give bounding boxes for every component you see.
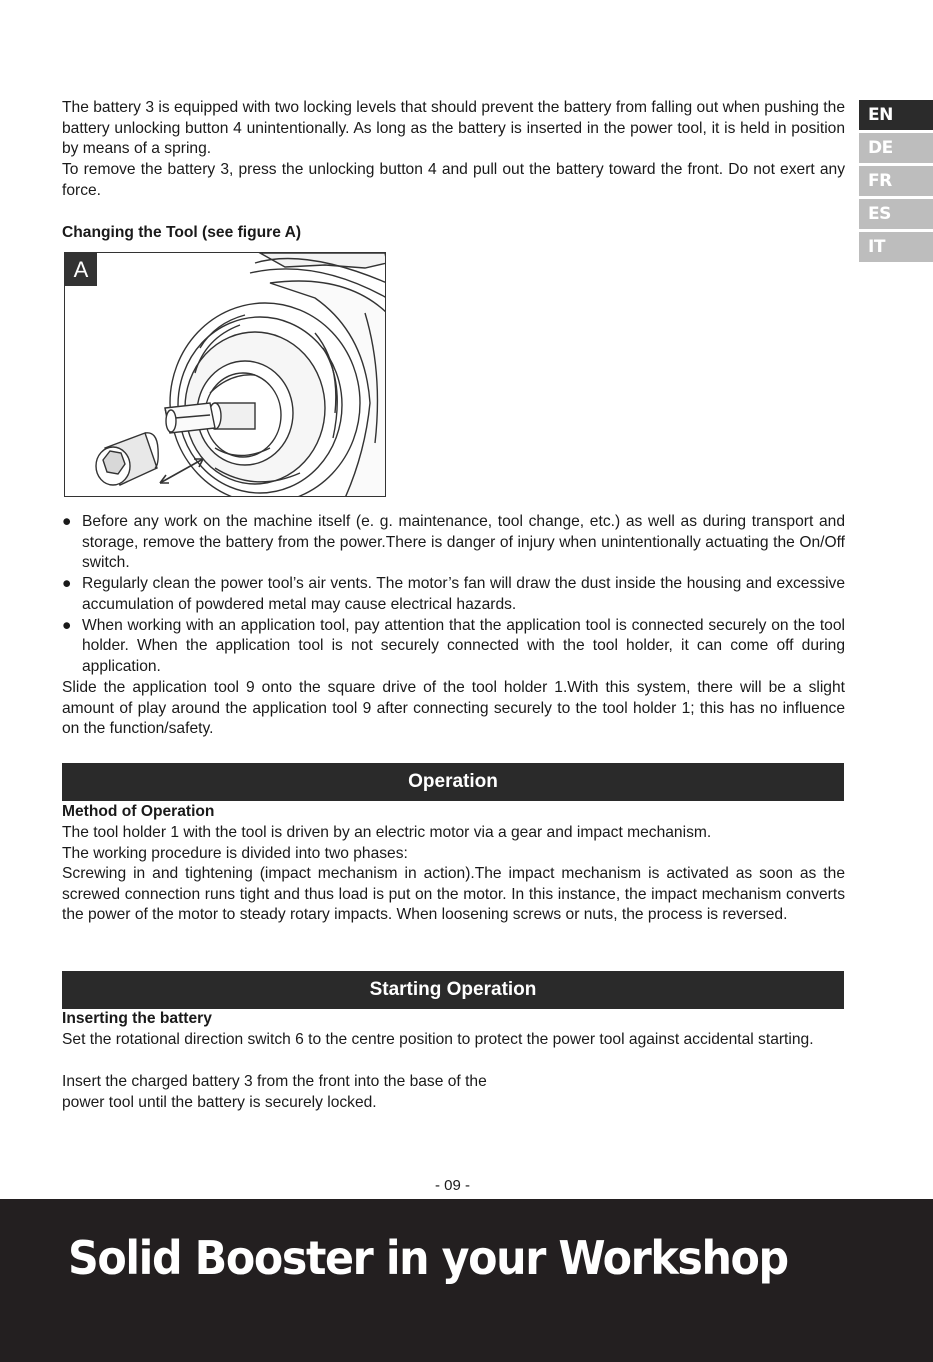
starting-operation-section-header: Starting Operation: [62, 971, 844, 1009]
operation-section-header: Operation: [62, 763, 844, 801]
figure-label: A: [65, 253, 97, 286]
inserting-battery-heading: Inserting the battery: [62, 1010, 212, 1027]
operation-line-2: The working procedure is divided into two phases:: [62, 845, 408, 862]
lang-tab-it[interactable]: IT: [859, 232, 933, 262]
operation-line-1: The tool holder 1 with the tool is driven by an electric motor via a gear and impact mechanism.: [62, 824, 712, 841]
lang-tab-en[interactable]: EN: [859, 100, 933, 130]
list-item: ● When working with an application tool, pay attention that the application tool is connected securely on the tool holder. When the application tool is not securely connected with the tool holder, it can come off during application.: [62, 616, 845, 675]
battery-removal-paragraph: To remove the battery 3, press the unlocking button 4 and pull out the battery toward the front. Do not exert any force.: [62, 161, 845, 199]
insert-battery-line-1: Insert the charged battery 3 from the front into the base of the: [62, 1073, 487, 1090]
insert-battery-line-2: power tool until the battery is securely locked.: [62, 1094, 377, 1111]
changing-tool-heading: Changing the Tool (see figure A): [62, 224, 302, 241]
list-item: ● Regularly clean the power tool’s air vents. The motor’s fan will draw the dust inside the housing and excessive accumulation of powdered metal may cause electrical hazards.: [62, 575, 845, 613]
footer-slogan: Solid Booster in your Workshop: [68, 1231, 788, 1285]
lang-tab-es[interactable]: ES: [859, 199, 933, 229]
impact-wrench-illustration: [65, 253, 386, 497]
footer-banner: [0, 1199, 933, 1362]
direction-switch-paragraph: Set the rotational direction switch 6 to the centre position to protect the power tool against accidental starting.: [62, 1031, 814, 1048]
slide-application-tool-paragraph: Slide the application tool 9 onto the square drive of the tool holder 1.With this system, there will be a slight amount of play around the application tool 9 after connecting securely to the tool holder 1; this has no influence on the function/safety.: [62, 679, 845, 738]
language-tabs: [859, 100, 933, 265]
operation-paragraph: Screwing in and tightening (impact mechanism in action).The impact mechanism is activated as soon as the screwed connection runs tight and thus load is put on the motor. In this instance, the impact mechanism converts the power of the motor to steady rotary impacts. When loosening screws or nuts, the process is reversed.: [62, 865, 845, 924]
list-item: ● Before any work on the machine itself (e. g. maintenance, tool change, etc.) as well as during transport and storage, remove the battery from the power.There is danger of injury when unintentionally actuating the On/Off switch.: [62, 513, 845, 572]
figure-a: [64, 252, 386, 497]
lang-tab-fr[interactable]: FR: [859, 166, 933, 196]
safety-bullet-list: [62, 512, 845, 678]
page-number: - 09 -: [434, 1177, 470, 1194]
method-of-operation-heading: Method of Operation: [62, 803, 215, 820]
lang-tab-de[interactable]: DE: [859, 133, 933, 163]
battery-locking-paragraph: The battery 3 is equipped with two locking levels that should prevent the battery from falling out when pushing the battery unlocking button 4 unintentionally. As long as the battery is inserted in the power tool, it is held in position by means of a spring.: [62, 99, 845, 158]
